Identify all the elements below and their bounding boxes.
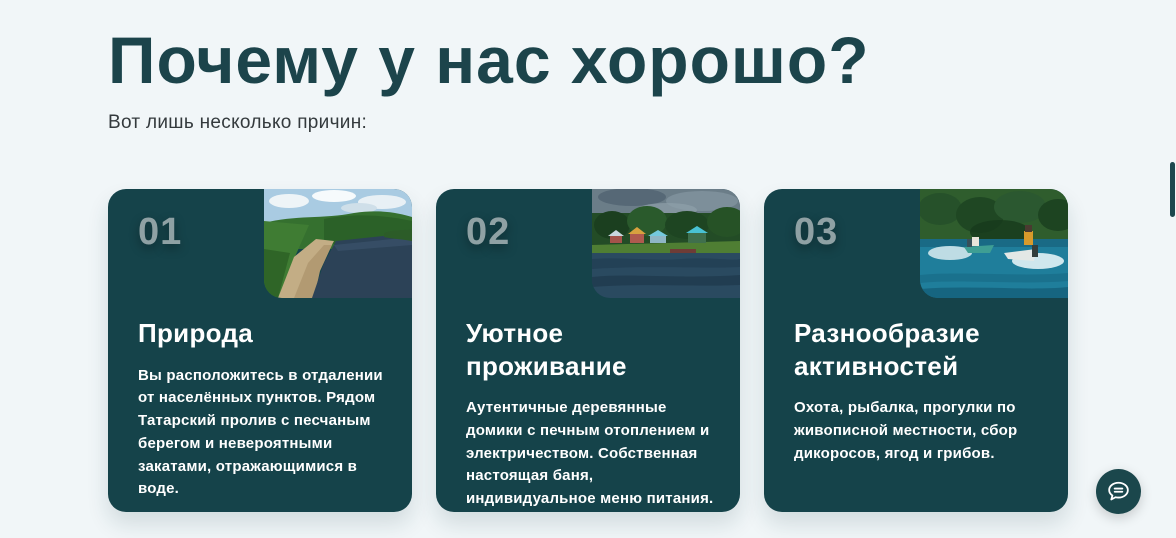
card-number: 02 [466, 211, 511, 253]
card-body: Охота, рыбалка, прогулки по живописной местности, сбор дикоросов, ягод и грибов. [794, 399, 1018, 462]
card-content [466, 317, 714, 511]
chat-button[interactable] [1096, 469, 1141, 514]
vertical-scrollbar-thumb[interactable] [1170, 162, 1175, 217]
page-subtitle: Вот лишь несколько причин: [108, 111, 368, 133]
motorboats-photo [920, 189, 1068, 298]
card-activities [764, 189, 1068, 512]
card-title: Разнообразие активностей [794, 318, 980, 381]
card-body: Вы расположитесь в отдалении от населённых пунктов. Рядом Татарский пролив с песчаным берегом и невероятными закатами, отражающимися в воде. [138, 366, 383, 498]
card-content [138, 317, 386, 501]
card-title: Природа [138, 318, 254, 348]
card-number: 03 [794, 211, 839, 253]
card-content [794, 317, 1042, 465]
card-number: 01 [138, 211, 183, 253]
card-accommodation [436, 189, 740, 512]
page-title: Почему у нас хорошо? [108, 23, 870, 97]
card-title: Уютное проживание [466, 318, 627, 381]
section-header [108, 23, 870, 134]
card-nature [108, 189, 412, 512]
lakeside-village-photo [592, 189, 740, 298]
speech-bubble-icon [1105, 478, 1132, 505]
reasons-card-list [108, 189, 1068, 512]
river-aerial-photo [264, 189, 412, 298]
card-body: Аутентичные деревянные домики с печным отоплением и электричеством. Собственная настоящая баня, индивидуальное меню питания. [466, 399, 714, 508]
